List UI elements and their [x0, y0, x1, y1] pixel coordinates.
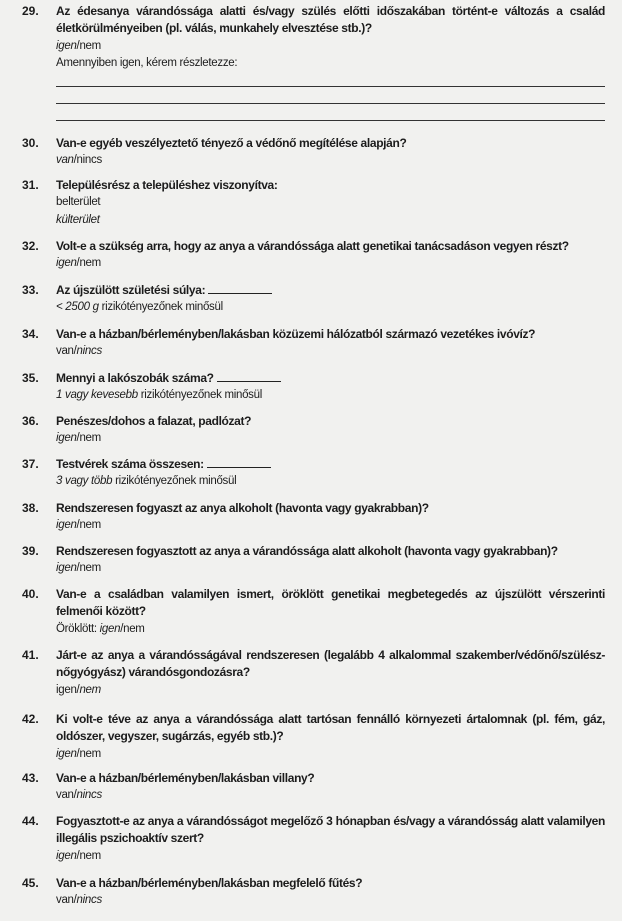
answer-blank[interactable]	[207, 457, 271, 468]
question-number: 40.	[22, 587, 39, 601]
question-label: Van-e a házban/bérleményben/lakásban közüzemi hálózatból származó vezetékes ivóvíz?	[56, 327, 536, 341]
question-label: Van-e a házban/bérleményben/lakásban villany?	[56, 771, 315, 785]
answer-option: Amennyiben igen, kérem részletezze:	[56, 57, 238, 70]
answer-line	[56, 682, 622, 699]
question-number: 42.	[22, 712, 39, 726]
question-text	[56, 456, 605, 473]
answer-line	[56, 194, 622, 211]
question-text	[56, 3, 605, 38]
answer-option: nincs	[76, 345, 102, 358]
question-42	[0, 711, 622, 763]
answer-option: van/	[56, 789, 77, 802]
question-38	[0, 500, 622, 535]
answer-line	[56, 387, 622, 404]
answer-option: /nem	[76, 519, 101, 532]
answer-line	[56, 212, 622, 229]
question-text	[56, 543, 605, 560]
question-text	[56, 647, 605, 682]
answer-option: nincs	[76, 789, 102, 802]
question-number: 30.	[22, 136, 39, 150]
question-text	[56, 813, 605, 848]
answer-option: Öröklött:	[56, 622, 100, 635]
answer-line	[56, 746, 622, 763]
question-number: 37.	[22, 457, 39, 471]
answer-option: /nem	[76, 432, 101, 445]
question-34	[0, 326, 622, 361]
answer-blank[interactable]	[217, 371, 281, 382]
answer-option: igen	[56, 747, 77, 760]
question-text	[56, 177, 605, 194]
question-number: 32.	[22, 239, 39, 253]
question-label: Ki volt-e téve az anya a várandóssága alatt tartósan fennálló környezeti ártalomnak (pl. fém, gáz, oldószer, vegyszer, sugárzás, egyéb stb.)?	[56, 712, 605, 744]
question-text	[56, 370, 605, 387]
answer-option: igen	[56, 432, 77, 445]
question-33	[0, 282, 622, 317]
question-label: Rendszeresen fogyasztott az anya a várandóssága alatt alkoholt (havonta vagy gyakrabban)?	[56, 544, 558, 558]
answer-option: nem	[79, 683, 101, 696]
question-label: Rendszeresen fogyaszt az anya alkoholt (havonta vagy gyakrabban)?	[56, 501, 429, 515]
question-41	[0, 647, 622, 699]
answer-option: van/	[56, 345, 77, 358]
question-label: Volt-e a szükség arra, hogy az anya a várandóssága alatt genetikai tanácsadáson vegyen részt?	[56, 239, 569, 253]
question-number: 41.	[22, 648, 39, 662]
answer-blank[interactable]	[208, 283, 272, 294]
answer-option: igen	[56, 562, 77, 575]
question-label: Mennyi a lakószobák száma?	[56, 371, 214, 385]
answer-option: /nem	[76, 849, 101, 862]
question-31	[0, 177, 622, 229]
answer-option: rizikótényezőnek minősül	[137, 389, 262, 402]
question-37	[0, 456, 622, 491]
answer-line	[56, 152, 622, 169]
question-label: Fogyasztott-e az anya a várandósságot megelőző 3 hónapban és/vagy a várandósság alatt valamilyen illegális pszichoaktív szert?	[56, 814, 605, 846]
answer-option: igen	[56, 257, 77, 270]
answer-option: van/	[56, 894, 77, 907]
answer-line	[56, 473, 622, 490]
answer-option: igen	[56, 39, 77, 52]
question-text	[56, 500, 605, 517]
question-45	[0, 875, 622, 910]
answer-option: /nem	[120, 622, 145, 635]
answer-line	[56, 848, 622, 865]
question-text	[56, 875, 605, 892]
answer-option: igen/	[56, 683, 80, 696]
question-text	[56, 770, 605, 787]
answer-line-3	[56, 120, 605, 121]
answer-line	[56, 343, 622, 360]
answer-option: igen	[56, 519, 77, 532]
question-label: Járt-e az anya a várandósságával rendszeresen (legalább 4 alkalommal szakember/védőnő/szülész-nőgyógyász) várandósgondozásra?	[56, 648, 605, 680]
question-30	[0, 135, 622, 170]
answer-option: /nem	[76, 562, 101, 575]
question-29	[0, 3, 622, 73]
question-text	[56, 135, 605, 152]
question-label: Van-e egyéb veszélyeztető tényező a védőnő megítélése alapján?	[56, 136, 407, 150]
question-text	[56, 282, 605, 299]
answer-line	[56, 517, 622, 534]
question-36	[0, 413, 622, 448]
question-number: 44.	[22, 814, 39, 828]
answer-option: < 2500 g	[56, 301, 99, 314]
question-number: 34.	[22, 327, 39, 341]
question-label: Az édesanya várandóssága alatti és/vagy szülés előtti időszakában történt-e változás a család életkörülményeiben (pl. válás, munkahely elvesztése stb.)?	[56, 4, 605, 36]
question-39	[0, 543, 622, 578]
answer-line	[56, 430, 622, 447]
answer-option: /nem	[76, 257, 101, 270]
question-label: Az újszülött születési súlya:	[56, 283, 206, 297]
answer-option: /nem	[76, 39, 101, 52]
question-label: Testvérek száma összesen:	[56, 457, 204, 471]
answer-line	[56, 892, 622, 909]
answer-line	[56, 787, 622, 804]
question-40	[0, 586, 622, 638]
question-text	[56, 326, 605, 343]
question-number: 33.	[22, 283, 39, 297]
question-label: Penészes/dohos a falazat, padlózat?	[56, 414, 252, 428]
answer-line	[56, 560, 622, 577]
question-43	[0, 770, 622, 805]
answer-line	[56, 255, 622, 272]
answer-option: 3 vagy több	[56, 475, 113, 488]
question-number: 43.	[22, 771, 39, 785]
question-text	[56, 586, 605, 621]
question-text	[56, 413, 605, 430]
question-text	[56, 238, 605, 255]
answer-line	[56, 621, 622, 638]
answer-line	[56, 299, 622, 316]
question-number: 29.	[22, 4, 39, 18]
question-label: Van-e a házban/bérleményben/lakásban megfelelő fűtés?	[56, 876, 363, 890]
answer-option: rizikótényezőnek minősül	[112, 475, 237, 488]
question-35	[0, 370, 622, 405]
question-44	[0, 813, 622, 865]
answer-option: belterület	[56, 196, 101, 209]
question-32	[0, 238, 622, 273]
answer-option: 1 vagy kevesebb	[56, 389, 138, 402]
answer-option: igen	[99, 622, 121, 635]
question-text	[56, 711, 605, 746]
question-label: Van-e a családban valamilyen ismert, öröklött genetikai megbetegedés az újszülött vérszerinti felmenői között?	[56, 587, 605, 619]
answer-option: /nincs	[73, 154, 102, 167]
answer-option: nincs	[76, 894, 102, 907]
answer-option: /nem	[76, 747, 101, 760]
answer-option: van	[56, 154, 74, 167]
question-number: 31.	[22, 178, 39, 192]
question-number: 36.	[22, 414, 39, 428]
answer-line-2	[56, 103, 605, 104]
question-number: 39.	[22, 544, 39, 558]
question-label: Településrész a településhez viszonyítva:	[56, 178, 278, 192]
question-number: 38.	[22, 501, 39, 515]
question-number: 35.	[22, 371, 39, 385]
answer-option: külterület	[56, 213, 100, 226]
answer-line	[56, 55, 622, 72]
answer-option: igen	[56, 849, 77, 862]
answer-option: rizikótényezőnek minősül	[98, 301, 223, 314]
answer-line-1	[56, 86, 605, 87]
question-number: 45.	[22, 876, 39, 890]
answer-line	[56, 38, 622, 55]
